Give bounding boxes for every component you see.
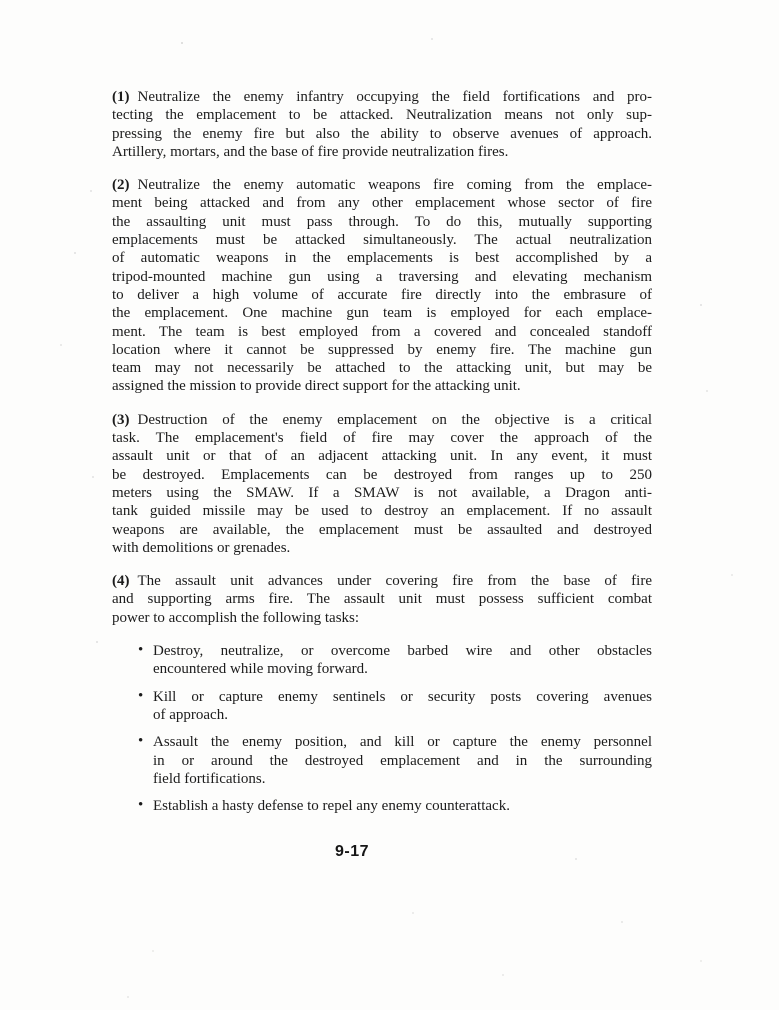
paragraph-line: weapons are available, the emplacement must be assaulted and destroyed xyxy=(112,521,652,538)
page-content xyxy=(112,88,652,824)
paragraph-line: task. The emplacement's field of fire may cover the approach of the xyxy=(112,430,652,447)
paragraph-4 xyxy=(112,572,652,627)
paragraph-line: to deliver a high volume of accurate fire directly into the embrasure of xyxy=(112,286,652,303)
bullet-line: Assault the enemy position, and kill or capture the enemy personnel xyxy=(153,734,652,751)
paragraph-1 xyxy=(112,88,652,161)
paragraph-line: power to accomplish the following tasks: xyxy=(112,609,360,626)
bullet-item-4 xyxy=(112,797,652,815)
paragraph-line: ment. The team is best employed from a covered and concealed standoff xyxy=(112,323,652,340)
paragraph-line: of automatic weapons in the emplacements is best accomplished by a xyxy=(112,250,652,267)
paragraph-line: tank guided missile may be used to destroy an emplacement. If no assault xyxy=(112,503,652,520)
bullet-line: Kill or capture enemy sentinels or security posts covering avenues xyxy=(153,688,652,705)
paragraph-number: (2) xyxy=(112,177,130,194)
paragraph-line: assigned the mission to provide direct support for the attacking unit. xyxy=(112,378,521,395)
paragraph-line: The assault unit advances under covering fire from the base of fire xyxy=(137,573,652,590)
paragraph-number: (1) xyxy=(112,89,130,105)
bullet-icon: • xyxy=(138,733,144,750)
scan-noise xyxy=(0,0,2,2)
paragraph-line: ment being attacked and from any other emplacement whose sector of fire xyxy=(112,195,652,212)
paragraph-line: pressing the enemy fire but also the ability to observe avenues of approach. xyxy=(112,125,652,142)
paragraph-3 xyxy=(112,411,652,557)
paragraph-line: location where it cannot be suppressed by enemy fire. The machine gun xyxy=(112,341,652,358)
bullet-line: Destroy, neutralize, or overcome barbed wire and other obstacles xyxy=(153,643,652,660)
bullet-icon: • xyxy=(138,642,144,659)
paragraph-line: the emplacement. One machine gun team is employed for each emplace- xyxy=(112,305,652,322)
paragraph-line: emplacements must be attacked simultaneously. The actual neutralization xyxy=(112,232,652,249)
paragraph-number: (4) xyxy=(112,573,130,590)
paragraph-line: be destroyed. Emplacements can be destroyed from ranges up to 250 xyxy=(112,466,652,483)
bullet-line: encountered while moving forward. xyxy=(153,661,368,678)
paragraph-line: and supporting arms fire. The assault unit must possess sufficient combat xyxy=(112,591,652,608)
bullet-line: Establish a hasty defense to repel any enemy counterattack. xyxy=(153,798,510,815)
bullet-item-3 xyxy=(112,733,652,788)
bullet-icon: • xyxy=(138,687,144,704)
paragraph-line: Artillery, mortars, and the base of fire provide neutralization fires. xyxy=(112,143,509,160)
paragraph-line: Neutralize the enemy infantry occupying the field fortifications and pro- xyxy=(137,89,652,105)
paragraph-line: meters using the SMAW. If a SMAW is not available, a Dragon anti- xyxy=(112,484,652,501)
paragraph-line: Destruction of the enemy emplacement on the objective is a critical xyxy=(137,411,652,428)
page-number: 9-17 xyxy=(334,843,370,860)
paragraph-number: (3) xyxy=(112,411,130,428)
bullet-item-1 xyxy=(112,642,652,679)
bullet-line: field fortifications. xyxy=(153,770,266,787)
bullet-line: in or around the destroyed emplacement and in the surrounding xyxy=(153,752,652,769)
paragraph-line: tripod-mounted machine gun using a traversing and elevating mechanism xyxy=(112,268,652,285)
bullet-item-2 xyxy=(112,688,652,725)
paragraph-line: tecting the emplacement to be attacked. Neutralization means not only sup- xyxy=(112,107,652,124)
paragraph-line: the assaulting unit must pass through. To do this, mutually supporting xyxy=(112,213,652,230)
paragraph-line: team may not necessarily be attached to the attacking unit, but may be xyxy=(112,360,652,377)
paragraph-line: Neutralize the enemy automatic weapons fire coming from the emplace- xyxy=(137,177,652,194)
paragraph-2 xyxy=(112,176,652,396)
bullet-line: of approach. xyxy=(153,706,228,723)
paragraph-line: with demolitions or grenades. xyxy=(112,539,291,556)
paragraph-line: assault unit or that of an adjacent attacking unit. In any event, it must xyxy=(112,448,652,465)
bullet-icon: • xyxy=(138,797,144,814)
